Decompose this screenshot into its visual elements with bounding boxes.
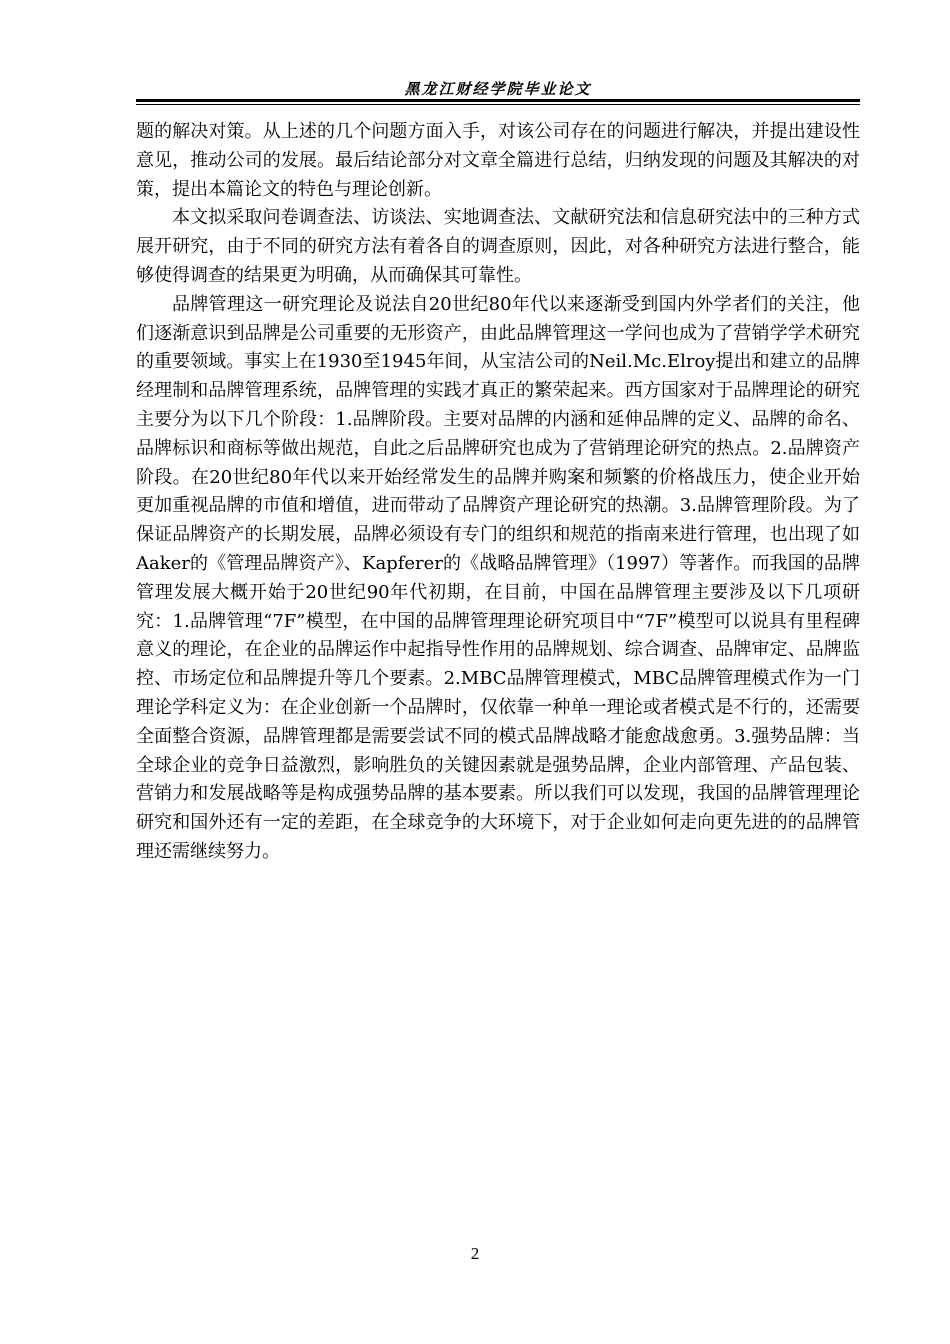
paragraph-literature-review: 品牌管理这一研究理论及说法自20世纪80年代以来逐渐受到国内外学者们的关注，他们逐渐意识到品牌是公司重要的无形资产，由此品牌管理这一学问也成为了营销学学术研究的重要领域。事实上在1930至1945年间，从宝洁公司的Neil.Mc.Elroy提出和建立的品牌经理制和品牌管理系统，品牌管理的实践才真正的繁荣起来。西方国家对于品牌理论的研究主要分为以下几个阶段：1.品牌阶段。主要对品牌的内涵和延伸品牌的定义、品牌的命名、品牌标识和商标等做出规范，自此之后品牌研究也成为了营销理论研究的热点。2.品牌资产阶段。在20世纪80年代以来开始经常发生的品牌并购案和频繁的价格战压力，使企业开始更加重视品牌的市值和增值，进而带动了品牌资产理论研究的热潮。3.品牌管理阶段。为了保证品牌资产的长期发展，品牌必须设有专门的组织和规范的指南来进行管理，也出现了如Aaker的《管理品牌资产》、Kapferer的《战略品牌管理》（1997）等著作。而我国的品牌管理发展大概开始于20世纪90年代初期，在目前，中国在品牌管理主要涉及以下几项研究：1.品牌管理“7F”模型，在中国的品牌管理理论研究项目中“7F”模型可以说具有里程碑意义的理论，在企业的品牌运作中起指导性作用的品牌规划、综合调查、品牌审定、品牌监控、市场定位和品牌提升等几个要素。2.MBC品牌管理模式，MBC品牌管理模式作为一门理论学科定义为：在企业创新一个品牌时，仅依靠一种单一理论或者模式是不行的，还需要全面整合资源，品牌管理都是需要尝试不同的模式品牌战略才能愈战愈勇。3.强势品牌：当全球企业的竞争日益激烈，影响胜负的关键因素就是强势品牌，企业内部管理、产品包装、营销力和发展战略等是构成强势品牌的基本要素。所以我们可以发现，我国的品牌管理理论研究和国外还有一定的差距，在全球竞争的大环境下，对于企业如何走向更先进的的品牌管理还需继续努力。 (136, 293, 860, 862)
header-rule-thick (136, 99, 860, 102)
running-header-title: 黑龙江财经学院毕业论文 (404, 80, 592, 98)
paragraph-continuation: 题的解决对策。从上述的几个问题方面入手，对该公司存在的问题进行解决，并提出建设性意见，推动公司的发展。最后结论部分对文章全篇进行总结，归纳发现的问题及其解决的对策，提出本篇论文的特色与理论创新。 (136, 121, 860, 200)
page-number: 2 (470, 1244, 480, 1263)
paragraph-research-methods: 本文拟采取问卷调查法、访谈法、实地调查法、文献研究法和信息研究法中的三种方式展开研究，由于不同的研究方法有着各自的调查原则，因此，对各种研究方法进行整合，能够使得调查的结果更为明确，从而确保其可靠性。 (136, 207, 860, 286)
header-rule-thin (136, 104, 860, 105)
body-text (136, 118, 860, 867)
